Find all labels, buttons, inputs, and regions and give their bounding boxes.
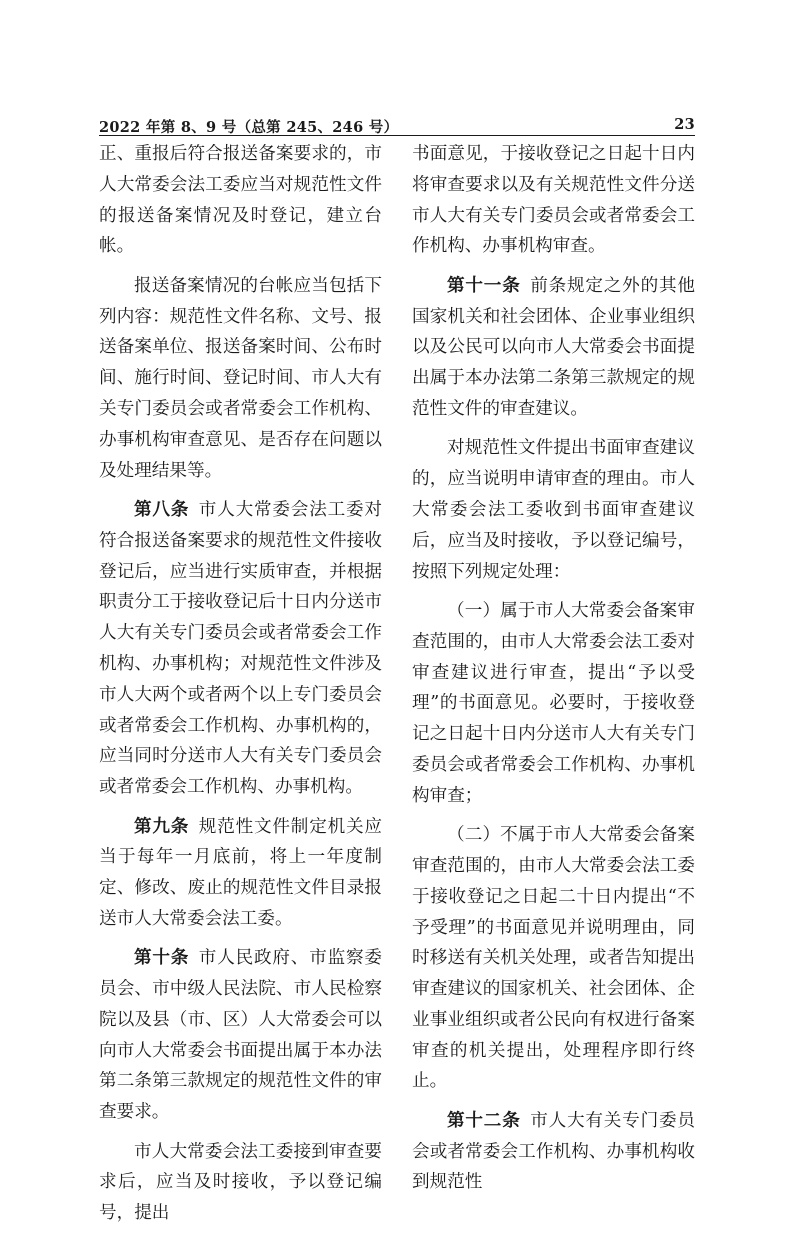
paragraph-text: 正、重报后符合报送备案要求的，市人大常委会法工委应当对规范性文件的报送备案情况及时登记，建立台帐。 (99, 144, 382, 257)
paragraph (99, 495, 382, 803)
paragraph (99, 1137, 382, 1229)
paragraph (412, 1106, 695, 1198)
paragraph-text: 对规范性文件提出书面审查建议的，应当说明申请审查的理由。市人大常委会法工委收到书面审查建议后，应当及时接收，予以登记编号，按照下列规定处理： (412, 438, 695, 582)
paragraph-text: （一）属于市人大常委会备案审查范围的，由市人大常委会法工委对审查建议进行审查，提出“予以受理”的书面意见。必要时，于接收登记之日起十日内分送市人大有关专门委员会或者常委会工作机构、办事机构审查； (412, 600, 695, 806)
paragraph-text: （二）不属于市人大常委会备案审查范围的，由市人大常委会法工委于接收登记之日起二十日内提出“不予受理”的书面意见并说明理由，同时移送有关机关处理，或者告知提出审查建议的国家机关、社会团体、企业事业组织或者公民向有权进行备案审查的机关提出，处理程序即行终止。 (412, 825, 695, 1092)
paragraph-text: 报送备案情况的台帐应当包括下列内容：规范性文件名称、文号、报送备案单位、报送备案时间、公布时间、施行时间、登记时间、市人大有关专门委员会或者常委会工作机构、办事机构审查意见、是否存在问题以及处理结果等。 (99, 275, 382, 481)
paragraph-text: 市人大常委会法工委接到审查要求后，应当及时接收，予以登记编号，提出 (99, 1141, 382, 1224)
paragraph (412, 596, 695, 812)
paragraph-text: 市人民政府、市监察委员会、市中级人民法院、市人民检察院以及县（市、区）人大常委会可以向市人大常委会书面提出属于本办法第二条第三款规定的规范性文件的审查要求。 (99, 948, 382, 1123)
paragraph-text: 规范性文件制定机关应当于每年一月底前，将上一年度制定、修改、废止的规范性文件目录报送市人大常委会法工委。 (99, 816, 382, 929)
paragraph (412, 433, 695, 587)
right-column (412, 139, 695, 1207)
left-column (99, 139, 382, 1238)
paragraph-text: 市人大有关专门委员会或者常委会工作机构、办事机构收到规范性 (412, 1110, 695, 1193)
article-title: 第十一条 (447, 274, 521, 296)
paragraph-text: 市人大常委会法工委对符合报送备案要求的规范性文件接收登记后，应当进行实质审查，并根据职责分工于接收登记后十日内分送市人大有关专门委员会或者常委会工作机构、办事机构；对规范性文件涉及市人大两个或者两个以上专门委员会或者常委会工作机构、办事机构的，应当同时分送市人大有关专门委员会或者常委会工作机构、办事机构。 (99, 499, 382, 798)
page-number: 23 (674, 116, 695, 133)
paragraph (99, 812, 382, 935)
header-rule (99, 135, 695, 136)
paragraph-text: 前条规定之外的其他国家机关和社会团体、企业事业组织以及公民可以向市人大常委会书面提出属于本办法第二条第三款规定的规范性文件的审查建议。 (412, 275, 695, 419)
article-title: 第九条 (134, 815, 190, 837)
paragraph (99, 139, 382, 262)
paragraph (412, 271, 695, 425)
article-title: 第八条 (134, 498, 190, 520)
article-title: 第十二条 (447, 1109, 521, 1131)
paragraph (99, 943, 382, 1128)
paragraph (99, 271, 382, 487)
article-title: 第十条 (134, 947, 190, 969)
paragraph-text: 书面意见，于接收登记之日起十日内将审查要求以及有关规范性文件分送市人大有关专门委员会或者常委会工作机构、办事机构审查。 (412, 144, 695, 257)
paragraph (412, 139, 695, 262)
issue-label: 2022 年第 8、9 号（总第 245、246 号） (99, 119, 399, 136)
paragraph (412, 820, 695, 1097)
